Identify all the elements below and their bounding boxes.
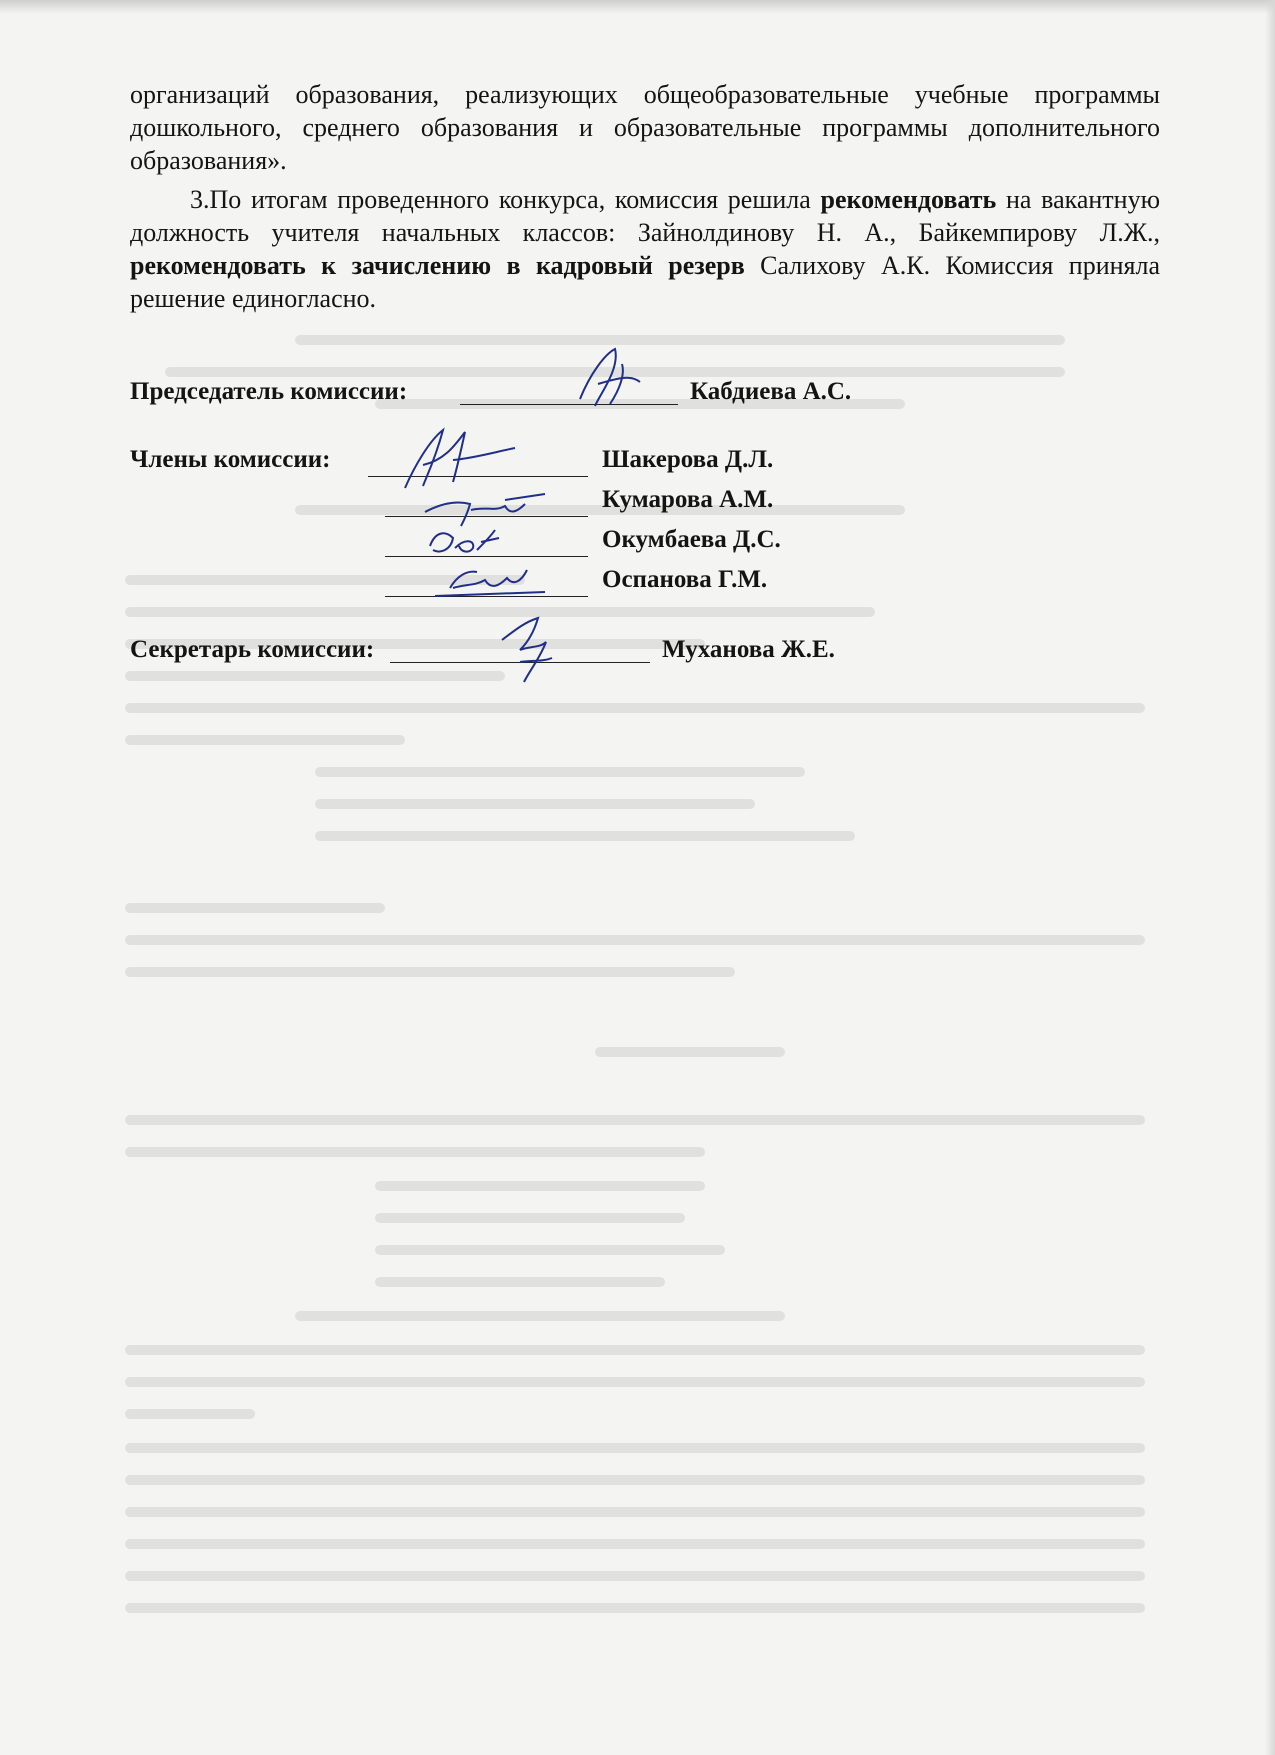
- p2-text-c: на вакантную должность учителя начальных классов: Зайнолдинову Н. А., Байкемпирову Л.Ж.,: [130, 185, 1160, 247]
- members-label: Члены комиссии:: [130, 446, 331, 473]
- chair-label: Председатель комиссии:: [130, 378, 408, 405]
- paragraph-1: организаций образования, реализующих общеобразовательные учебные программы дошкольного, среднего образования и образовательные программы дополнительного образования».: [130, 80, 1160, 175]
- member-4-name: Оспанова Г.М.: [602, 566, 768, 593]
- chair-signature: [560, 344, 650, 414]
- p2-text-e: Салихову А.К. Комиссия приняла решение единогласно.: [130, 251, 1160, 313]
- chair-name: Кабдиева А.С.: [690, 378, 852, 405]
- signature-block: [130, 0, 1160, 1755]
- member-2-name: Кумарова А.М.: [602, 486, 774, 513]
- secretary-label: Секретарь комиссии:: [130, 636, 375, 663]
- p2-bold-reserve: рекомендовать к зачислению в кадровый резерв: [130, 251, 745, 280]
- secretary-name: Муханова Ж.Е.: [662, 636, 835, 663]
- member-1-name: Шакерова Д.Л.: [602, 446, 774, 473]
- p2-bold-recommend: рекомендовать: [820, 185, 997, 214]
- member-signatures: [395, 420, 575, 610]
- member-3-name: Окумбаева Д.С.: [602, 526, 781, 553]
- secretary-signature: [490, 610, 570, 690]
- p2-text-a: 3.По итогам проведенного конкурса, комиссия решила: [190, 185, 821, 214]
